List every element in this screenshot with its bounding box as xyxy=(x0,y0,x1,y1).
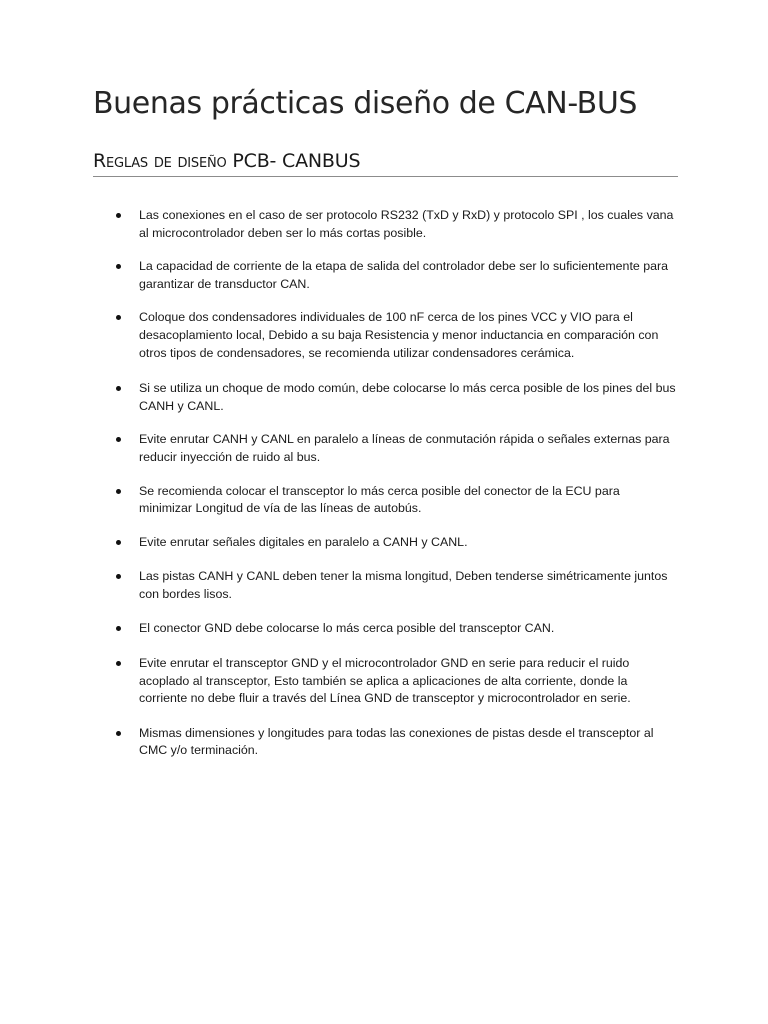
rule-item xyxy=(116,309,676,362)
rule-text: Coloque dos condensadores individuales de 100 nF cerca de los pines VCC y VIO para el desacoplamiento local, Debido a su baja Resistencia y menor inductancia en comparación con otros tipos de condensadores, se recomienda utilizar condensadores cerámica. xyxy=(139,310,659,360)
rule-item xyxy=(116,483,676,518)
rule-item xyxy=(116,725,676,760)
bullet-icon xyxy=(116,731,121,736)
rule-item xyxy=(116,380,676,415)
rule-text: Las pistas CANH y CANL deben tener la misma longitud, Deben tenderse simétricamente juntos con bordes lisos. xyxy=(139,569,668,601)
rule-text: Si se utiliza un choque de modo común, debe colocarse lo más cerca posible de los pines del bus CANH y CANL. xyxy=(139,381,676,413)
bullet-icon xyxy=(116,386,121,391)
bullet-icon xyxy=(116,489,121,494)
rule-text: Evite enrutar señales digitales en paralelo a CANH y CANL. xyxy=(139,534,468,549)
rules-list xyxy=(116,191,676,760)
bullet-icon xyxy=(116,213,121,218)
bullet-icon xyxy=(116,540,121,545)
rule-text: Evite enrutar el transceptor GND y el microcontrolador GND en serie para reducir el ruido acoplado al transceptor, Esto también se aplica a aplicaciones de alta corriente, donde la corriente no debe fluir a través del Línea GND de transceptor y microcontrolador en serie. xyxy=(139,656,631,706)
rule-text: Evite enrutar CANH y CANL en paralelo a líneas de conmutación rápida o señales externas para reducir inyección de ruido al bus. xyxy=(139,432,670,464)
bullet-icon xyxy=(116,437,121,442)
rule-text: El conector GND debe colocarse lo más cerca posible del transceptor CAN. xyxy=(139,620,555,635)
rule-item xyxy=(116,258,676,293)
section-heading: Reglas de diseño PCB- CANBUS xyxy=(93,150,678,177)
rule-item xyxy=(116,620,676,638)
bullet-icon xyxy=(116,661,121,666)
bullet-icon xyxy=(116,264,121,269)
bullet-icon xyxy=(116,574,121,579)
rule-item xyxy=(116,431,676,466)
rule-text: Mismas dimensiones y longitudes para todas las conexiones de pistas desde el transceptor al CMC y/o terminación. xyxy=(139,725,654,758)
rule-item xyxy=(116,534,676,552)
bullet-icon xyxy=(116,315,121,320)
rule-text: La capacidad de corriente de la etapa de salida del controlador debe ser lo suficientemente para garantizar de transductor CAN. xyxy=(139,259,669,291)
rule-text: Las conexiones en el caso de ser protocolo RS232 (TxD y RxD) y protocolo SPI , los cuales vana al microcontrolador deben ser lo más cortas posible. xyxy=(139,208,674,240)
rule-item xyxy=(116,207,676,242)
bullet-icon xyxy=(116,626,121,631)
rule-text: Se recomienda colocar el transceptor lo más cerca posible del conector de la ECU para minimizar Longitud de vía de las líneas de autobús. xyxy=(139,483,620,516)
document-title: Buenas prácticas diseño de CAN-BUS xyxy=(93,86,638,121)
rule-item xyxy=(116,655,676,708)
rule-item xyxy=(116,568,676,603)
